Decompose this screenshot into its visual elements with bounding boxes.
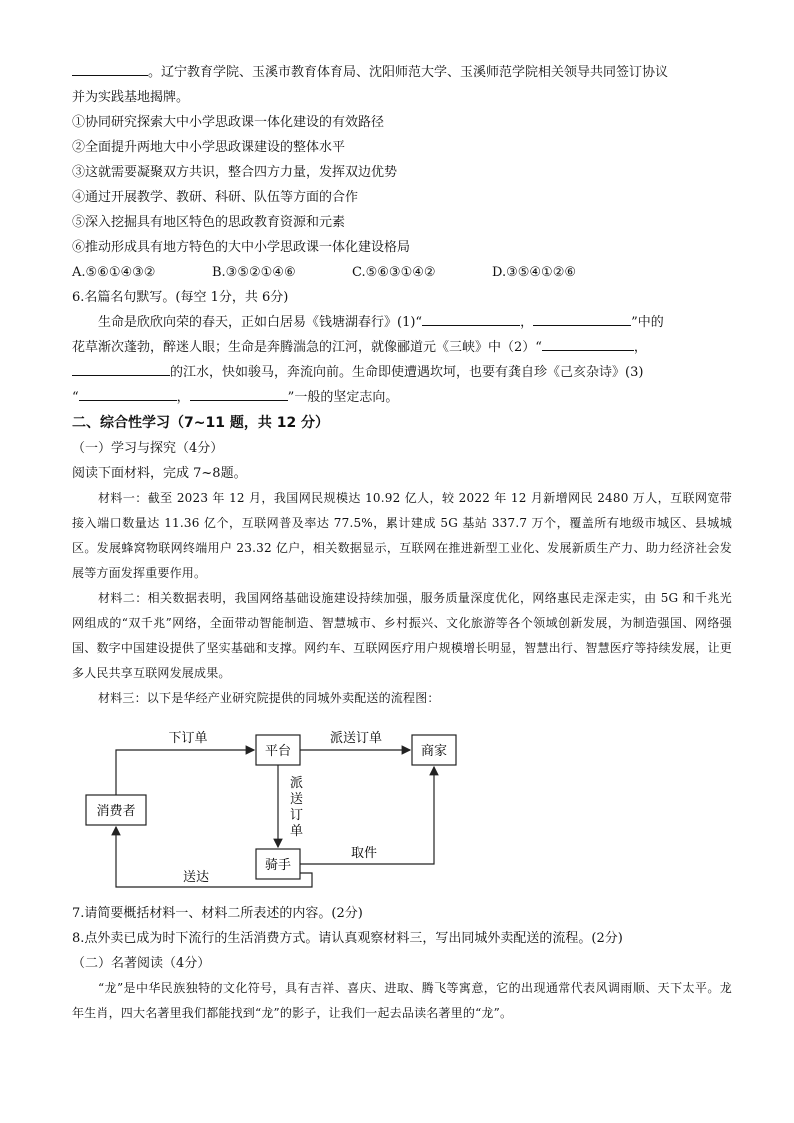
q7: 7.请简要概括材料一、材料二所表述的内容。(2分) — [72, 906, 363, 921]
section2-intro: 阅读下面材料，完成 7~8题。 — [72, 466, 247, 481]
platform-label: 平台 — [264, 744, 292, 759]
q6-line1 — [72, 310, 732, 335]
q6-line4 — [72, 385, 732, 410]
q6-text: 生命是欣欣向荣的春天，正如白居易《钱塘湖春行》(1)“ — [98, 315, 423, 330]
dispatch-v-1: 派 — [290, 776, 304, 791]
consumer-label: 消费者 — [96, 804, 136, 819]
flowchart-svg — [72, 715, 732, 895]
order-arrow — [116, 750, 254, 795]
rider-label: 骑手 — [264, 858, 292, 873]
q6-title: 6.名篇名句默写。(每空 1分，共 6分) — [72, 290, 289, 305]
option-a[interactable]: A.⑤⑥①④③② — [72, 265, 156, 280]
option-c[interactable]: C.⑤⑥③①④② — [352, 265, 436, 280]
dispatch-label: 派送订单 — [329, 731, 383, 746]
answer-blank[interactable] — [190, 385, 288, 401]
dispatch-v-4: 单 — [290, 824, 304, 839]
answer-blank[interactable] — [79, 385, 177, 401]
q5-text: 。辽宁教育学院、玉溪市教育体育局、沈阳师范大学、玉溪师范学院相关领导共同签订协议 — [148, 65, 669, 80]
section2-sub1: （一）学习与探究（4分） — [72, 441, 224, 456]
material-2: 材料二：相关数据表明，我国网络基础设施建设持续加强，服务质量深度优化，网络惠民走深走实，由 5G 和千兆光网组成的“双千兆”网络，全面带动智能制造、智慧城市、乡村振兴、文化旅游等各个领域创新发展，为制造强国、网络强国、数字中国建设提供了坚实基础和支撑。网约车、互联网医疗用户规模增长明显，智慧出行、智慧医疗等持续发展，让更多人民共享互联网发展成果。 — [72, 591, 732, 680]
section2-sub2: （二）名著阅读（4分） — [72, 956, 211, 971]
answer-blank[interactable] — [542, 335, 634, 351]
q6-text: 花草渐次蓬勃，醉迷人眼；生命是奔腾湍急的江河，就像郦道元《三峡》中（2）“ — [72, 340, 542, 355]
section2-title: 二、综合性学习（7~11 题，共 12 分） — [72, 415, 330, 431]
q5-item-6: ⑥推动形成具有地方特色的大中小学思政课一体化建设格局 — [72, 240, 411, 255]
merchant-label: 商家 — [420, 744, 448, 759]
option-b[interactable]: B.③⑤②①④⑥ — [212, 265, 296, 280]
exam-page — [72, 60, 732, 1026]
pickup-label: 取件 — [350, 846, 378, 861]
reading-intro: “龙”是中华民族独特的文化符号，具有吉祥、喜庆、进取、腾飞等寓意，它的出现通常代表风调雨顺、天下太平。龙年生肖，四大名著里我们都能找到“龙”的影子，让我们一起去品读名著里的“龙”。 — [72, 981, 732, 1020]
q6-text: ”中的 — [631, 315, 664, 330]
q5-item-5: ⑤深入挖掘具有地区特色的思政教育资源和元素 — [72, 215, 346, 230]
q6-line3 — [72, 360, 732, 385]
dispatch-v-3: 订 — [290, 808, 304, 823]
order-label: 下订单 — [168, 731, 208, 746]
dispatch-v-2: 送 — [290, 792, 304, 807]
material-1: 材料一：截至 2023 年 12 月，我国网民规模达 10.92 亿人，较 2022 年 12 月新增网民 2480 万人，互联网宽带接入端口数量达 11.36 亿个，互联网普及率达 77.5%，累计建成 5G 基站 337.7 万个，覆盖所有地级市城区、县城城区。发展蜂窝物联网终端用户 23.32 亿户，相关数据显示，互联网在推进新型工业化、发展新质生产力、助力经济社会发展等方面发挥重要作用。 — [72, 491, 732, 580]
q5-line1 — [72, 60, 732, 85]
q5-item-1: ①协同研究探索大中小学思政课一体化建设的有效路径 — [72, 115, 385, 130]
q6-text: ”一般的坚定志向。 — [287, 390, 399, 405]
q6-text: 的江水，快如骏马，奔流向前。生命即使遭遇坎坷，也要有龚自珍《己亥杂诗》(3) — [170, 365, 644, 380]
q5-line2: 并为实践基地揭牌。 — [72, 90, 190, 105]
q5-item-3: ③这就需要凝聚双方共识，整合四方力量，发挥双边优势 — [72, 165, 398, 180]
answer-blank[interactable] — [533, 310, 631, 326]
delivery-flowchart — [72, 715, 732, 895]
q6-text: ， — [633, 340, 647, 355]
q6-text: “ — [72, 390, 79, 405]
material-3: 材料三：以下是华经产业研究院提供的同城外卖配送的流程图： — [98, 691, 440, 705]
q5-item-2: ②全面提升两地大中小学思政课建设的整体水平 — [72, 140, 346, 155]
q5-item-4: ④通过开展教学、教研、科研、队伍等方面的合作 — [72, 190, 359, 205]
q6-text: ， — [520, 315, 534, 330]
answer-blank[interactable] — [72, 360, 170, 376]
q6-line2 — [72, 335, 732, 360]
answer-blank[interactable] — [422, 310, 520, 326]
answer-blank[interactable] — [72, 60, 148, 76]
q6-text: ， — [176, 390, 190, 405]
deliver-label: 送达 — [182, 870, 210, 885]
q5-options — [72, 260, 732, 285]
option-d[interactable]: D.③⑤④①②⑥ — [492, 265, 577, 280]
q8: 8.点外卖已成为时下流行的生活消费方式。请认真观察材料三，写出同城外卖配送的流程。(2分) — [72, 931, 623, 946]
